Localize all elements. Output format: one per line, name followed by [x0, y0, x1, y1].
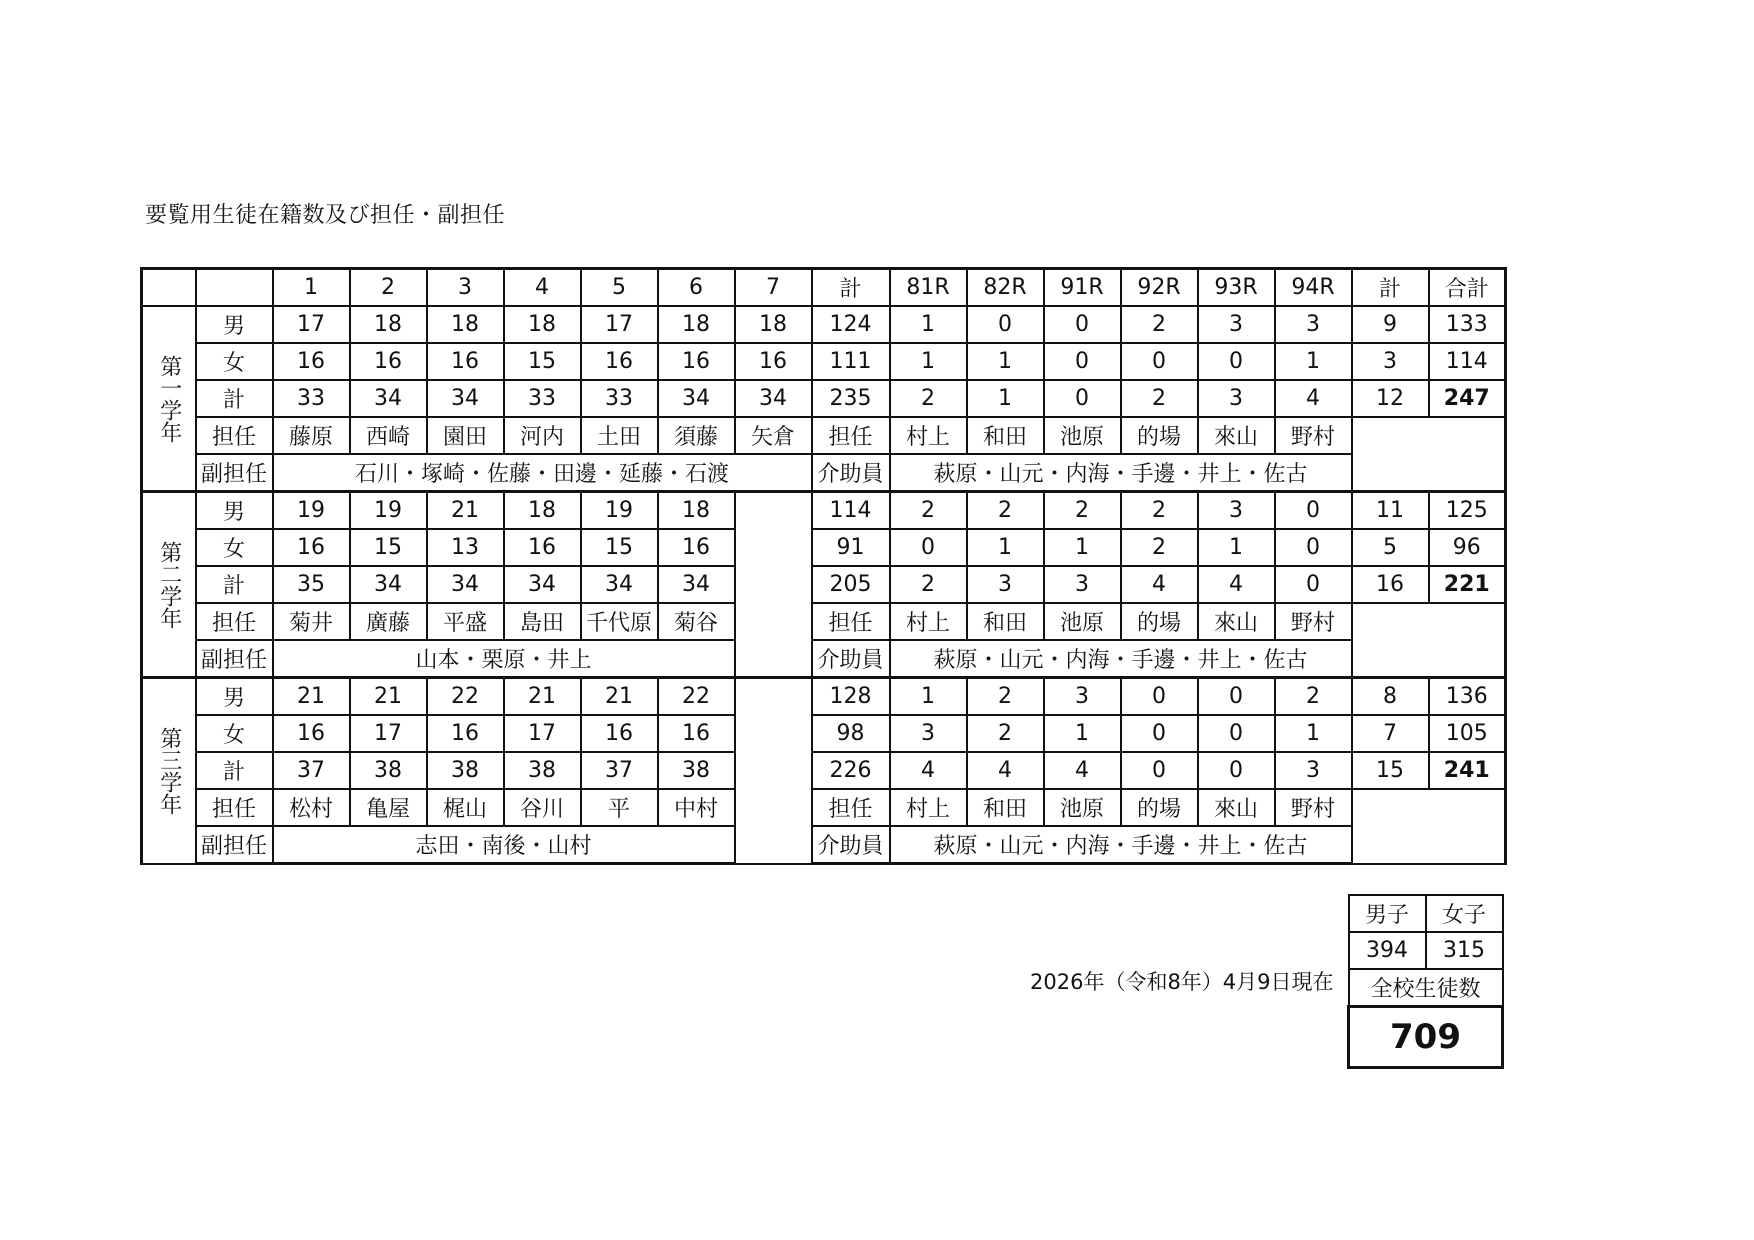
class-count: 13 — [427, 529, 504, 566]
special-count: 1 — [890, 306, 967, 343]
class-count: 17 — [350, 715, 427, 752]
grade-2-assistant-row — [142, 640, 1506, 678]
special-count: 0 — [1198, 715, 1275, 752]
corner-cell — [142, 269, 196, 307]
row-label: 男 — [196, 306, 273, 343]
special-homeroom-teacher: 來山 — [1198, 603, 1275, 640]
assistant-teachers: 石川・塚崎・佐藤・田邊・延藤・石渡 — [273, 454, 812, 492]
special-class-header: 82R — [967, 269, 1044, 307]
grade-3-male-row — [142, 678, 1506, 716]
special-homeroom-teacher: 的場 — [1121, 417, 1198, 454]
enrollment-table — [140, 267, 1507, 865]
special-count: 1 — [967, 380, 1044, 417]
regular-subtotal: 91 — [812, 529, 890, 566]
regular-subtotal: 124 — [812, 306, 890, 343]
special-count: 1 — [1198, 529, 1275, 566]
special-homeroom-teacher: 池原 — [1044, 789, 1121, 826]
special-count: 2 — [967, 715, 1044, 752]
boys-label: 男子 — [1349, 895, 1426, 932]
special-count: 0 — [1044, 306, 1121, 343]
special-count: 0 — [1121, 752, 1198, 789]
grand-total-header: 合計 — [1429, 269, 1506, 307]
school-total-label: 全校生徒数 — [1349, 969, 1503, 1007]
special-subtotal: 16 — [1352, 566, 1429, 603]
homeroom-teacher: 須藤 — [658, 417, 735, 454]
class-count: 18 — [350, 306, 427, 343]
special-count: 2 — [967, 678, 1044, 716]
class-count: 19 — [273, 492, 350, 530]
girls-count: 315 — [1426, 932, 1503, 969]
class-count: 16 — [350, 343, 427, 380]
special-count: 0 — [1044, 380, 1121, 417]
class-count: 15 — [350, 529, 427, 566]
class-count: 21 — [427, 492, 504, 530]
special-homeroom-teacher: 野村 — [1275, 789, 1352, 826]
class-count: 16 — [273, 343, 350, 380]
special-count: 3 — [1044, 678, 1121, 716]
special-count: 2 — [1121, 306, 1198, 343]
as-of-date: 2026年（令和8年）4月9日現在 — [1030, 970, 1334, 994]
special-subtotal-header: 計 — [1352, 269, 1429, 307]
aide-staff: 萩原・山元・内海・手邊・井上・佐古 — [890, 826, 1352, 864]
label-header-cell — [196, 269, 273, 307]
class-count: 21 — [581, 678, 658, 716]
class-count: 22 — [658, 678, 735, 716]
class-count: 21 — [504, 678, 581, 716]
class-count: 16 — [581, 715, 658, 752]
homeroom-teacher: 土田 — [581, 417, 658, 454]
special-count: 2 — [890, 492, 967, 530]
homeroom-teacher: 菊谷 — [658, 603, 735, 640]
header-row — [142, 269, 1506, 307]
special-class-header: 92R — [1121, 269, 1198, 307]
grade-total: 247 — [1429, 380, 1506, 417]
special-homeroom-teacher: 和田 — [967, 789, 1044, 826]
class-header: 6 — [658, 269, 735, 307]
homeroom-teacher: 廣藤 — [350, 603, 427, 640]
special-homeroom-teacher: 池原 — [1044, 603, 1121, 640]
special-count: 0 — [1121, 715, 1198, 752]
aide-staff: 萩原・山元・内海・手邊・井上・佐古 — [890, 640, 1352, 678]
class-count: 16 — [427, 343, 504, 380]
class-count: 35 — [273, 566, 350, 603]
class-count: 33 — [581, 380, 658, 417]
empty-class-cell — [735, 492, 812, 678]
class-count: 33 — [273, 380, 350, 417]
special-count: 1 — [1275, 715, 1352, 752]
class-count: 34 — [581, 566, 658, 603]
regular-subtotal: 235 — [812, 380, 890, 417]
homeroom-teacher: 菊井 — [273, 603, 350, 640]
special-count: 2 — [890, 380, 967, 417]
class-count: 17 — [581, 306, 658, 343]
special-count: 1 — [890, 343, 967, 380]
special-count: 4 — [1198, 566, 1275, 603]
special-subtotal: 3 — [1352, 343, 1429, 380]
special-count: 1 — [967, 343, 1044, 380]
class-count: 18 — [735, 306, 812, 343]
homeroom-teacher: 園田 — [427, 417, 504, 454]
special-homeroom-label: 担任 — [812, 789, 890, 826]
grade-2-homeroom-row — [142, 603, 1506, 640]
homeroom-teacher: 島田 — [504, 603, 581, 640]
class-count: 21 — [350, 678, 427, 716]
class-count: 33 — [504, 380, 581, 417]
special-homeroom-teacher: 來山 — [1198, 789, 1275, 826]
regular-subtotal: 128 — [812, 678, 890, 716]
class-count: 34 — [350, 566, 427, 603]
blank-cell — [1352, 417, 1506, 492]
special-count: 1 — [1044, 715, 1121, 752]
special-count: 0 — [1275, 566, 1352, 603]
class-count: 16 — [427, 715, 504, 752]
class-count: 16 — [504, 529, 581, 566]
special-count: 1 — [967, 529, 1044, 566]
class-count: 18 — [658, 492, 735, 530]
class-count: 16 — [658, 529, 735, 566]
grade-1-assistant-row — [142, 454, 1506, 492]
grade-2-female-row — [142, 529, 1506, 566]
page-title: 要覧用生徒在籍数及び担任・副担任 — [145, 203, 506, 228]
class-header: 5 — [581, 269, 658, 307]
special-subtotal: 8 — [1352, 678, 1429, 716]
class-count: 38 — [504, 752, 581, 789]
grade-1-homeroom-row — [142, 417, 1506, 454]
homeroom-teacher: 中村 — [658, 789, 735, 826]
special-subtotal: 12 — [1352, 380, 1429, 417]
grade-total: 136 — [1429, 678, 1506, 716]
assistant-label: 副担任 — [196, 454, 273, 492]
special-class-header: 93R — [1198, 269, 1275, 307]
homeroom-teacher: 河内 — [504, 417, 581, 454]
grade-3-assistant-row — [142, 826, 1506, 864]
grade-total: 241 — [1429, 752, 1506, 789]
special-count: 2 — [1044, 492, 1121, 530]
special-count: 4 — [890, 752, 967, 789]
class-count: 38 — [350, 752, 427, 789]
special-homeroom-teacher: 和田 — [967, 603, 1044, 640]
special-subtotal: 7 — [1352, 715, 1429, 752]
class-count: 17 — [504, 715, 581, 752]
special-count: 4 — [1275, 380, 1352, 417]
special-homeroom-teacher: 和田 — [967, 417, 1044, 454]
row-label: 女 — [196, 529, 273, 566]
class-count: 16 — [735, 343, 812, 380]
school-total: 709 — [1349, 1007, 1503, 1068]
special-count: 0 — [1198, 343, 1275, 380]
girls-label: 女子 — [1426, 895, 1503, 932]
class-count: 16 — [273, 529, 350, 566]
empty-class-cell — [735, 678, 812, 864]
homeroom-label: 担任 — [196, 789, 273, 826]
class-count: 34 — [658, 380, 735, 417]
special-count: 3 — [1275, 752, 1352, 789]
class-count: 38 — [658, 752, 735, 789]
grade-3-homeroom-row — [142, 789, 1506, 826]
homeroom-teacher: 亀屋 — [350, 789, 427, 826]
special-subtotal: 9 — [1352, 306, 1429, 343]
special-count: 2 — [1121, 529, 1198, 566]
class-count: 18 — [504, 492, 581, 530]
grade-1-female-row — [142, 343, 1506, 380]
homeroom-teacher: 谷川 — [504, 789, 581, 826]
class-header: 3 — [427, 269, 504, 307]
grade-total: 105 — [1429, 715, 1506, 752]
grade-1-total-row — [142, 380, 1506, 417]
class-count: 37 — [581, 752, 658, 789]
special-homeroom-label: 担任 — [812, 603, 890, 640]
assistant-teachers: 志田・南後・山村 — [273, 826, 735, 864]
homeroom-teacher: 平 — [581, 789, 658, 826]
special-count: 3 — [890, 715, 967, 752]
class-count: 18 — [504, 306, 581, 343]
special-count: 0 — [1275, 492, 1352, 530]
class-count: 34 — [427, 566, 504, 603]
homeroom-teacher: 松村 — [273, 789, 350, 826]
row-label: 男 — [196, 492, 273, 530]
class-count: 34 — [658, 566, 735, 603]
regular-subtotal: 226 — [812, 752, 890, 789]
assistant-teachers: 山本・栗原・井上 — [273, 640, 735, 678]
class-count: 22 — [427, 678, 504, 716]
special-count: 3 — [1198, 492, 1275, 530]
regular-subtotal: 114 — [812, 492, 890, 530]
grade-total: 96 — [1429, 529, 1506, 566]
grade-total: 125 — [1429, 492, 1506, 530]
class-count: 34 — [735, 380, 812, 417]
special-count: 0 — [1275, 529, 1352, 566]
class-count: 37 — [273, 752, 350, 789]
grade-total: 221 — [1429, 566, 1506, 603]
class-header: 7 — [735, 269, 812, 307]
row-label: 男 — [196, 678, 273, 716]
special-count: 3 — [1198, 306, 1275, 343]
homeroom-teacher: 藤原 — [273, 417, 350, 454]
grade-2-male-row — [142, 492, 1506, 530]
grade-2-total-row — [142, 566, 1506, 603]
special-count: 1 — [1044, 529, 1121, 566]
homeroom-label: 担任 — [196, 603, 273, 640]
grade-3-female-row — [142, 715, 1506, 752]
class-count: 38 — [427, 752, 504, 789]
homeroom-teacher: 西崎 — [350, 417, 427, 454]
special-class-header: 81R — [890, 269, 967, 307]
regular-subtotal: 111 — [812, 343, 890, 380]
class-count: 17 — [273, 306, 350, 343]
grade-label: 第三学年 — [142, 678, 196, 864]
special-count: 3 — [1044, 566, 1121, 603]
class-count: 18 — [427, 306, 504, 343]
special-count: 3 — [967, 566, 1044, 603]
special-count: 0 — [967, 306, 1044, 343]
boys-count: 394 — [1349, 932, 1426, 969]
aide-label: 介助員 — [812, 826, 890, 864]
blank-cell — [1352, 789, 1506, 864]
homeroom-teacher: 梶山 — [427, 789, 504, 826]
special-count: 2 — [1275, 678, 1352, 716]
class-header: 4 — [504, 269, 581, 307]
special-count: 1 — [1275, 343, 1352, 380]
homeroom-teacher: 矢倉 — [735, 417, 812, 454]
aide-label: 介助員 — [812, 454, 890, 492]
special-count: 3 — [1198, 380, 1275, 417]
class-count: 16 — [273, 715, 350, 752]
row-label: 女 — [196, 343, 273, 380]
assistant-label: 副担任 — [196, 826, 273, 864]
class-count: 16 — [658, 343, 735, 380]
homeroom-label: 担任 — [196, 417, 273, 454]
special-count: 4 — [1044, 752, 1121, 789]
class-count: 21 — [273, 678, 350, 716]
class-count: 34 — [350, 380, 427, 417]
special-homeroom-teacher: 的場 — [1121, 789, 1198, 826]
special-homeroom-teacher: 村上 — [890, 417, 967, 454]
special-count: 3 — [1275, 306, 1352, 343]
special-count: 4 — [967, 752, 1044, 789]
special-count: 2 — [967, 492, 1044, 530]
special-count: 2 — [1121, 380, 1198, 417]
grade-total: 133 — [1429, 306, 1506, 343]
class-count: 19 — [581, 492, 658, 530]
row-label: 女 — [196, 715, 273, 752]
aide-label: 介助員 — [812, 640, 890, 678]
special-homeroom-teacher: 野村 — [1275, 603, 1352, 640]
special-count: 2 — [1121, 492, 1198, 530]
homeroom-teacher: 平盛 — [427, 603, 504, 640]
special-homeroom-teacher: 野村 — [1275, 417, 1352, 454]
special-homeroom-label: 担任 — [812, 417, 890, 454]
class-count: 34 — [427, 380, 504, 417]
row-label: 計 — [196, 752, 273, 789]
special-count: 4 — [1121, 566, 1198, 603]
grade-total: 114 — [1429, 343, 1506, 380]
special-class-header: 94R — [1275, 269, 1352, 307]
homeroom-teacher: 千代原 — [581, 603, 658, 640]
special-subtotal: 15 — [1352, 752, 1429, 789]
special-count: 1 — [890, 678, 967, 716]
special-count: 0 — [890, 529, 967, 566]
grade-1-male-row — [142, 306, 1506, 343]
class-count: 15 — [581, 529, 658, 566]
school-summary-table — [1347, 894, 1504, 1069]
class-count: 16 — [658, 715, 735, 752]
special-homeroom-teacher: 村上 — [890, 603, 967, 640]
class-count: 18 — [658, 306, 735, 343]
class-count: 19 — [350, 492, 427, 530]
class-count: 15 — [504, 343, 581, 380]
regular-subtotal: 205 — [812, 566, 890, 603]
special-count: 0 — [1121, 678, 1198, 716]
special-homeroom-teacher: 村上 — [890, 789, 967, 826]
grade-3-total-row — [142, 752, 1506, 789]
regular-subtotal: 98 — [812, 715, 890, 752]
grade-label: 第一学年 — [142, 306, 196, 492]
row-label: 計 — [196, 566, 273, 603]
subtotal-header: 計 — [812, 269, 890, 307]
class-header: 1 — [273, 269, 350, 307]
assistant-label: 副担任 — [196, 640, 273, 678]
special-count: 2 — [890, 566, 967, 603]
row-label: 計 — [196, 380, 273, 417]
special-count: 0 — [1198, 678, 1275, 716]
special-class-header: 91R — [1044, 269, 1121, 307]
class-count: 34 — [504, 566, 581, 603]
blank-cell — [1352, 603, 1506, 678]
special-homeroom-teacher: 池原 — [1044, 417, 1121, 454]
aide-staff: 萩原・山元・内海・手邊・井上・佐古 — [890, 454, 1352, 492]
special-count: 0 — [1044, 343, 1121, 380]
special-subtotal: 11 — [1352, 492, 1429, 530]
special-homeroom-teacher: 的場 — [1121, 603, 1198, 640]
special-subtotal: 5 — [1352, 529, 1429, 566]
grade-label: 第二学年 — [142, 492, 196, 678]
special-count: 0 — [1198, 752, 1275, 789]
special-count: 0 — [1121, 343, 1198, 380]
class-header: 2 — [350, 269, 427, 307]
class-count: 16 — [581, 343, 658, 380]
special-homeroom-teacher: 來山 — [1198, 417, 1275, 454]
